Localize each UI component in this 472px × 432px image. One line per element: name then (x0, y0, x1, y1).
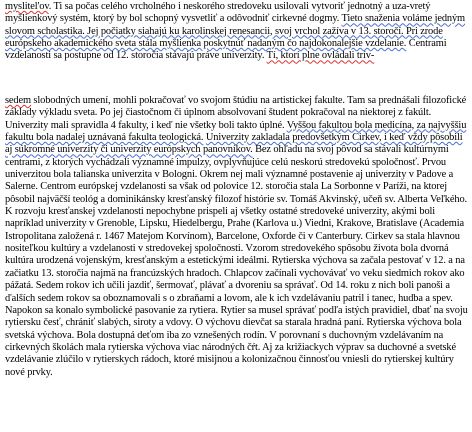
grammar-flagged-text: Tieto snaženia voláme jedným slovom scholastika. Jej počiatky siahajú ku karolinskej renesancii, svoj vrchol zažíva v 13. storočí. Pri zrode európskeho akademického sveta stála myšlienka poskytnúť nadaným čo najdokonalejšie vzdelanie. (5, 13, 466, 50)
text-run: slobodných umení, mohli pokračovať vo svojom štúdiu na artistickej fakulte. Tam sa prednášali filozofické základy výkladu sveta. Po jej čiastočnom či úplnom absolvovaní študent pokračoval na niektorej z fakúlt. Univerzity mali spravidla 4 fakulty, i keď nie všetky boli takto úplné. (5, 95, 467, 131)
spelling-flagged-text: Tí, ktorí plne ovládali trív- (266, 50, 375, 62)
grammar-flagged-text: Vyššou fakultou bola medicína, za najvyššiu fakultu bola nadalej uznávaná fakulta teologická. (5, 119, 467, 144)
spelling-flagged-text: myslitel'ov (5, 1, 49, 12)
paragraph-1 (5, 1, 469, 63)
text-run: Centrami vzdelanosti sa postupne od 12. storočia stávajú práve univerzity. (5, 38, 447, 62)
grammar-flagged-text: Univerzity zakladala predovšetkým Cirkev, i keď vždy pôsobili aj súkromné univerzity či univerzity európskych panovníkov. (5, 132, 463, 156)
spelling-flagged-text: sedem (5, 95, 31, 106)
text-run: Bez ohľadu na svoj pôvod sa stávali kultúrnymi centrami, z ktorých vychádzali významné impulzy, ovplyvňujúce celú neskorú stredovekú spoločnosť. Prvou univerzitou bola talianska univerzita v Bologni. Okrem nej mali významné postavenie aj univerzity v Padove a Salerne. Centrom európskej vzdelanosti sa však od polovice 12. storočia stala La Sorbonne v Paríži, na ktorej pôsobil najväčší teológ a dominikánsky kresťanský filozof histórie sv. Tomáš Akvinský, učeň sv. Alberta Veľkého. K rozvoju kresťanskej vzdelanosti nepochybne prispeli aj všetky ostatné stredoveké univerzity, akými boli napríklad univerzity v Grenoble, Lipsku, Hiedelbergu, Prahe (Karlova u.) Viedni, Krakove, Bratislave (Academia Istropolitana založená r. 1467 Matejom Korvínom), Barcelone, Oxforde či v Canterbury. Cirkev sa stala hlavnou nositeľkou kultúry a vzdelanosti v stredovekej spoločnosti. Vzorom stredovekého spôsobu života bola dvorná kultúra urodzená vojenským, kresťanským a estetickými ideálmi. Rytierska výchova sa začala pestovať v 12. a na začiatku 13. storočia najmä na francúzských hradoch. Chlapcov začínali vychovávať vo veku siedmich rokov ako pážatá. Sedem rokov ich učili jazdiť, šermovať, plávať a dvoreniu sa správať. Od 14. roku z nich boli panoši a ďalších sedem rokov sa oboznamovali s o zbraňami a lovom, ale k ich vzdelávaniu patril i tanec, hudba a spev. Napokon sa konalo symbolické pasovanie za rytiera. Rytier sa musel správať podľa istých pravidiel, dbať na svoju rytiersku česť, chrániť slabých, siroty a vdovy. O výchovu dievčat sa starala hradná paní. Rytierska výchova bola svetská výchova. Bola dostupná deťom iba zo vznešených rodín. V porovnaní s duchovným vzdelávaním na cirkevných školách mala rytierska výchova viac národných čŕt. Aj za križiackych výprav sa duchovné a svetské vzdelávanie zlúčilo v rytierskych rádoch, ktoré misijnou a kolonizačnou činnosťou vniesli do rytierskej kultúry nové prvky. (5, 144, 468, 378)
text-run: . Ti sa počas celého vrcholného i neskorého stredoveku usilovali vytvoriť jednotný a uza-vretý myšlienkový systém, ktorý by bol schopný vysvetliť a odôvodniť cirkevné dogmy. (5, 1, 431, 25)
paragraph-2 (5, 95, 469, 379)
